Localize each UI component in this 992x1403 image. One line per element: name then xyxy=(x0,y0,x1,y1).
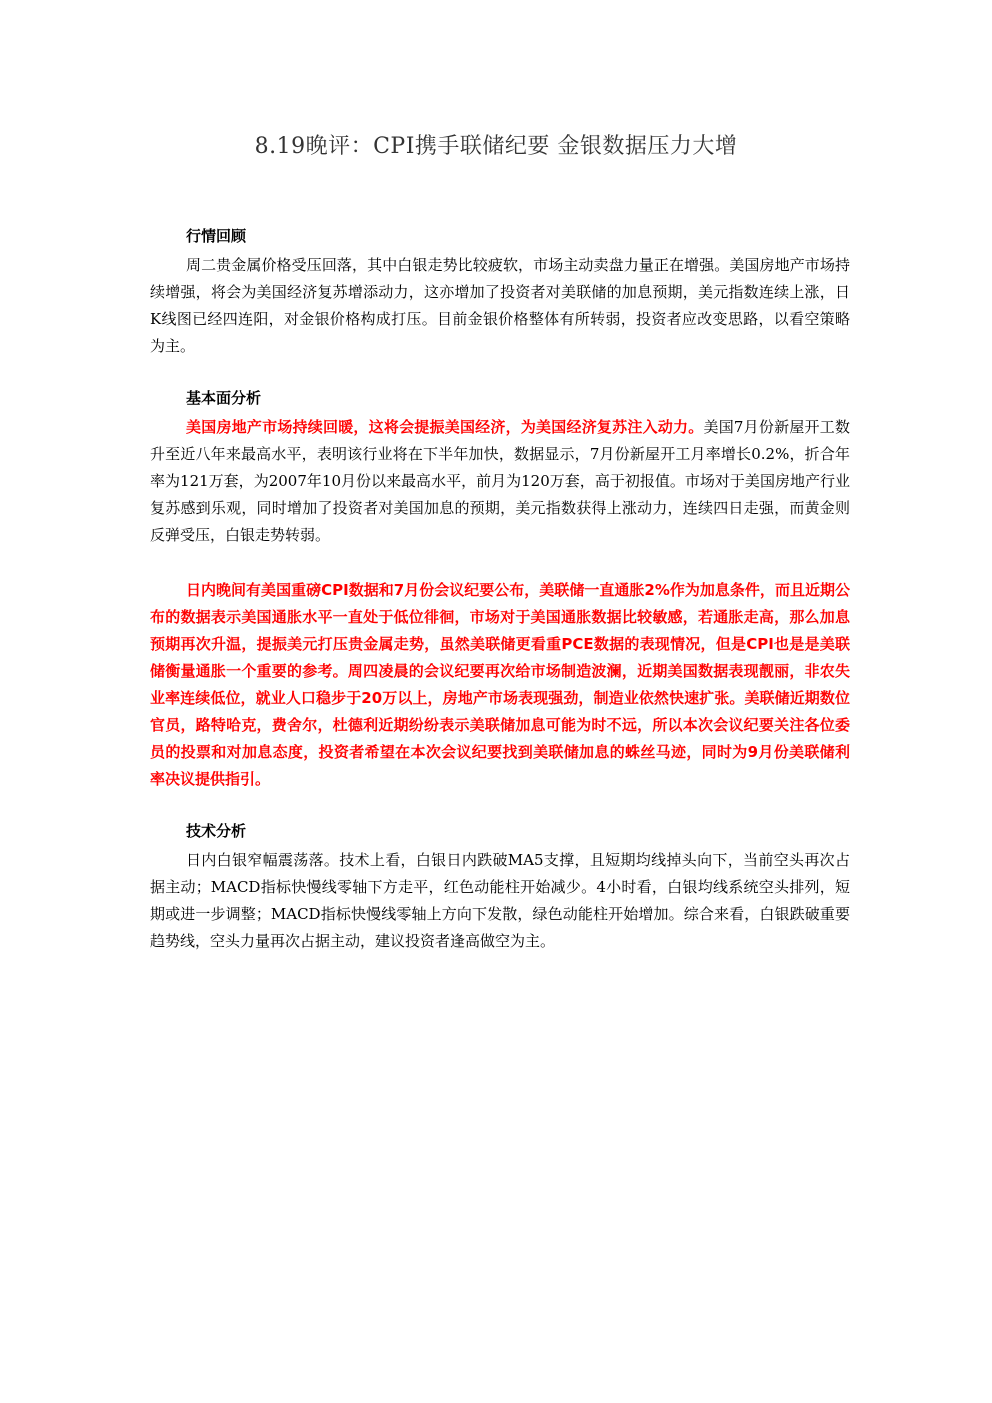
section-fundamental-analysis xyxy=(150,386,850,793)
fundamental-paragraph xyxy=(150,414,850,549)
review-paragraph: 周二贵金属价格受压回落，其中白银走势比较疲软，市场主动卖盘力量正在增强。美国房地产市场持续增强，将会为美国经济复苏增添动力，这亦增加了投资者对美联储的加息预期，美元指数连续上涨，日K线图已经四连阳，对金银价格构成打压。目前金银价格整体有所转弱，投资者应改变思路，以看空策略为主。 xyxy=(150,256,850,355)
fundamental-highlight-paragraph: 日内晚间有美国重磅CPI数据和7月份会议纪要公布，美联储一直通胀2%作为加息条件，而且近期公布的数据表示美国通胀水平一直处于低位徘徊，市场对于美国通胀数据比较敏感，若通胀走高，那么加息预期再次升温，提振美元打压贵金属走势，虽然美联储更看重PCE数据的表现情况，但是CPI也是是美联储衡量通胀一个重要的参考。周四凌晨的会议纪要再次给市场制造波澜，近期美国数据表现靓丽，非农失业率连续低位，就业人口稳步于20万以上，房地产市场表现强劲，制造业依然快速扩张。美联储近期数位官员，路特哈克，费舍尔，杜德利近期纷纷表示美联储加息可能为时不远，所以本次会议纪要关注各位委员的投票和对加息态度，投资者希望在本次会议纪要找到美联储加息的蛛丝马迹，同时为9月份美联储利率决议提供指引。 xyxy=(150,581,850,788)
article-body xyxy=(150,224,850,955)
section-heading-fundamental: 基本面分析 xyxy=(186,389,262,407)
section-technical-analysis xyxy=(150,819,850,955)
section-market-review xyxy=(150,224,850,360)
technical-paragraph: 日内白银窄幅震荡落。技术上看，白银日内跌破MA5支撑，且短期均线掉头向下，当前空头再次占据主动；MACD指标快慢线零轴下方走平，红色动能柱开始减少。4小时看，白银均线系统空头排列，短期或进一步调整；MACD指标快慢线零轴上方向下发散，绿色动能柱开始增加。综合来看，白银跌破重要趋势线，空头力量再次占据主动，建议投资者逢高做空为主。 xyxy=(150,851,850,950)
section-heading-technical: 技术分析 xyxy=(186,822,247,840)
fundamental-highlight-lead: 美国房地产市场持续回暖，这将会提振美国经济，为美国经济复苏注入动力。 xyxy=(186,418,704,436)
section-heading-review: 行情回顾 xyxy=(186,227,247,245)
page-title: 8.19晚评：CPI携手联储纪要 金银数据压力大增 xyxy=(254,134,738,159)
fundamental-body-text: 美国7月份新屋开工数升至近八年来最高水平，表明该行业将在下半年加快，数据显示，7月份新屋开工月率增长0.2%，折合年率为121万套，为2007年10月份以来最高水平，前月为120万套，高于初报值。市场对于美国房地产行业复苏感到乐观，同时增加了投资者对美国加息的预期，美元指数获得上涨动力，连续四日走强，而黄金则反弹受压，白银走势转弱。 xyxy=(150,418,850,544)
paragraph-spacer xyxy=(150,549,850,577)
